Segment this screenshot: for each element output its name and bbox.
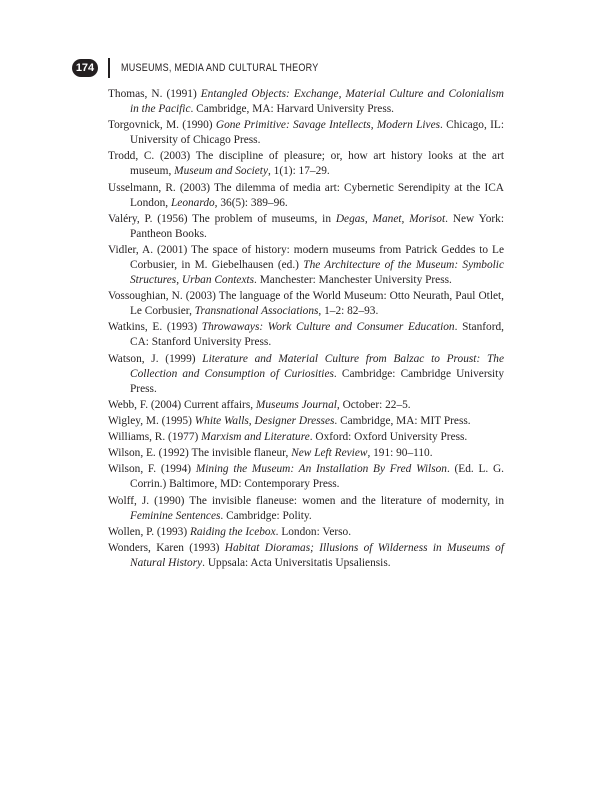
reference-entry: Trodd, C. (2003) The discipline of pleasure; or, how art history looks at the art museum, Museum and Society, 1(1): 17–29. <box>108 150 504 178</box>
reference-entry: Wilson, E. (1992) The invisible flaneur, New Left Review, 191: 90–110. <box>108 447 433 460</box>
reference-entry: Watson, J. (1999) Literature and Material Culture from Balzac to Proust: The Collection and Consumption of Curiosities. Cambridge: Cambridge University Press. <box>108 352 504 395</box>
reference-entry: Torgovnick, M. (1990) Gone Primitive: Savage Intellects, Modern Lives. Chicago, IL: University of Chicago Press. <box>108 119 504 147</box>
header-divider <box>108 58 110 78</box>
reference-entry: Wolff, J. (1990) The invisible flaneuse: women and the literature of modernity, in Feminine Sentences. Cambridge: Polity. <box>108 494 504 522</box>
reference-entry: Watkins, E. (1993) Throwaways: Work Culture and Consumer Education. Stanford, CA: Stanford University Press. <box>108 321 504 349</box>
reference-entry: Vossoughian, N. (2003) The language of the World Museum: Otto Neurath, Paul Otlet, Le Corbusier, Transnational Associations, 1–2: 82–93. <box>108 290 504 318</box>
running-header <box>72 57 532 79</box>
reference-entry: Webb, F. (2004) Current affairs, Museums Journal, October: 22–5. <box>108 398 411 411</box>
reference-entry: Wonders, Karen (1993) Habitat Dioramas; Illusions of Wilderness in Museums of Natural History. Uppsala: Acta Universitatis Upsaliensis. <box>108 542 504 569</box>
reference-entry: Vidler, A. (2001) The space of history: modern museums from Patrick Geddes to Le Corbusier, in M. Giebelhausen (ed.) The Architecture of the Museum: Symbolic Structures, Urban Contexts. Manchester: Manchester University Press. <box>108 243 504 286</box>
page-number-badge: 174 <box>72 59 98 77</box>
reference-list <box>108 87 504 572</box>
reference-entry: Thomas, N. (1991) Entangled Objects: Exchange, Material Culture and Colonialism in the Pacific. Cambridge, MA: Harvard University Press. <box>108 88 504 115</box>
reference-entry: Williams, R. (1977) Marxism and Literature. Oxford: Oxford University Press. <box>108 431 468 444</box>
reference-entry: Wilson, F. (1994) Mining the Museum: An Installation By Fred Wilson. (Ed. L. G. Corrin.) Baltimore, MD: Contemporary Press. <box>108 463 505 491</box>
reference-entry: Wollen, P. (1993) Raiding the Icebox. London: Verso. <box>108 525 352 538</box>
running-title: MUSEUMS, MEDIA AND CULTURAL THEORY <box>121 62 319 74</box>
reference-entry: Wigley, M. (1995) White Walls, Designer Dresses. Cambridge, MA: MIT Press. <box>108 414 471 427</box>
reference-entry: Valéry, P. (1956) The problem of museums, in Degas, Manet, Morisot. New York: Pantheon Books. <box>108 212 505 240</box>
reference-entry: Usselmann, R. (2003) The dilemma of media art: Cybernetic Serendipity at the ICA London, Leonardo, 36(5): 389–96. <box>108 181 504 209</box>
